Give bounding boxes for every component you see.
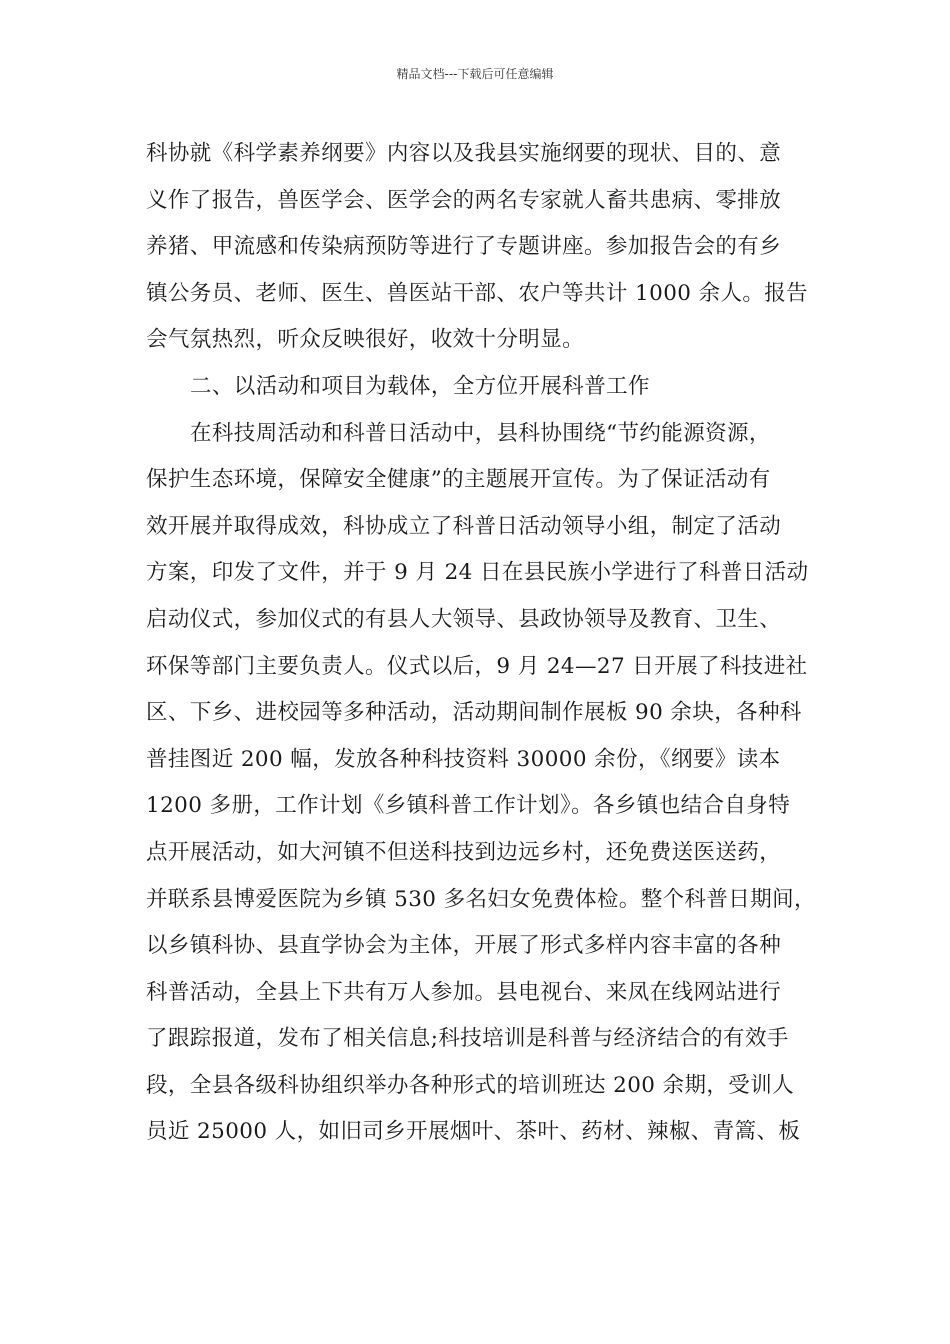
text-line: 义作了报告，兽医学会、医学会的两名专家就人畜共患病、零排放 <box>146 187 782 213</box>
page-header: 精品文档---下载后可任意编辑 <box>396 67 554 81</box>
text-line: 以乡镇科协、县直学协会为主体，开展了形式多样内容丰富的各种 <box>146 933 782 959</box>
text-line: 了跟踪报道，发布了相关信息;科技培训是科普与经济结合的有效手 <box>146 1026 789 1052</box>
text-line: 普挂图近 200 幅，发放各种科技资料 30000 余份，《纲要》读本 <box>146 746 781 772</box>
text-line: 会气氛热烈，听众反映很好，收效十分明显。 <box>146 327 585 353</box>
text-line: 保护生态环境，保障安全健康”的主题展开宣传。为了保证活动有 <box>146 467 771 493</box>
text-line: 1200 多册，工作计划《乡镇科普工作计划》。各乡镇也结合自身特 <box>146 793 791 819</box>
text-line: 科协就《科学素养纲要》内容以及我县实施纲要的现状、目的、意 <box>146 141 782 166</box>
text-line: 科普活动，全县上下共有万人参加。县电视台、来凤在线网站进行 <box>146 979 782 1005</box>
text-line: 点开展活动，如大河镇不但送科技到边远乡村，还免费送医送药， <box>146 839 782 865</box>
document-body <box>146 131 826 1156</box>
text-line: 环保等部门主要负责人。仪式以后，9 月 24—27 日开展了科技进社 <box>146 653 808 679</box>
text-line: 段，全县各级科协组织举办各种形式的培训班达 200 余期，受训人 <box>146 1072 795 1098</box>
text-line: 镇公务员、老师、医生、兽医站干部、农户等共计 1000 余人。报告 <box>146 280 809 306</box>
text-line: 启动仪式，参加仪式的有县人大领导、县政协领导及教育、卫生、 <box>146 606 782 632</box>
text-line: 效开展并取得成效，科协成立了科普日活动领导小组，制定了活动 <box>146 513 782 539</box>
text-line: 二、以活动和项目为载体，全方位开展科普工作 <box>190 373 650 399</box>
text-line: 员近 25000 人，如旧司乡开展烟叶、茶叶、药材、辣椒、青篙、板 <box>146 1119 801 1145</box>
text-line: 养猪、甲流感和传染病预防等进行了专题讲座。参加报告会的有乡 <box>146 234 782 260</box>
text-line: 并联系县博爱医院为乡镇 530 多名妇女免费体检。整个科普日期间， <box>146 886 816 912</box>
text-line: 区、下乡、进校园等多种活动，活动期间制作展板 90 余块，各种科 <box>146 700 802 726</box>
text-line: 方案，印发了文件，并于 9 月 24 日在县民族小学进行了科普日活动 <box>146 560 809 586</box>
text-line: 在科技周活动和科普日活动中，县科协围绕“节约能源资源， <box>190 420 771 446</box>
